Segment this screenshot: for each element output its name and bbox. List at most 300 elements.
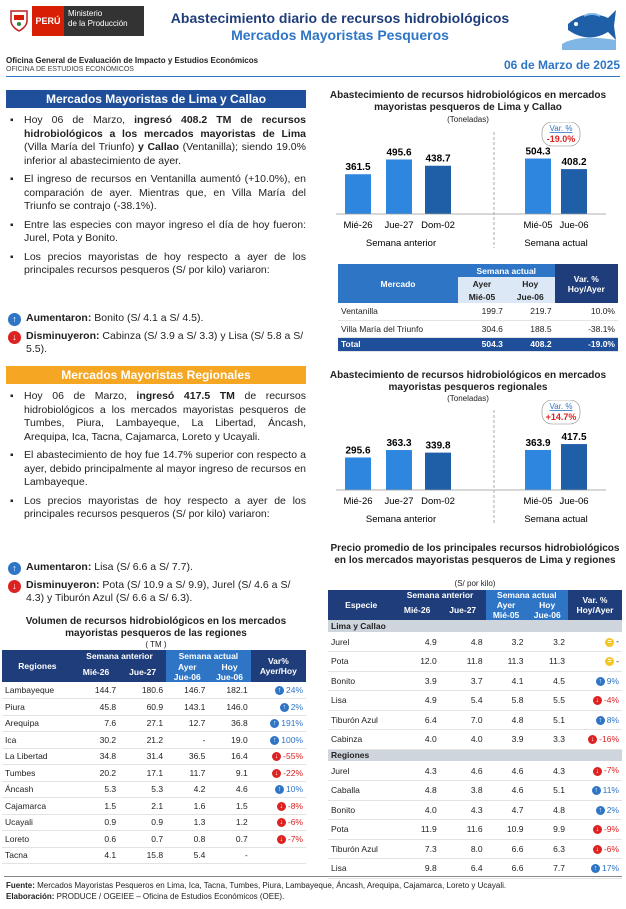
- table-cell: ↓ -6%: [568, 839, 622, 859]
- table-row: [328, 652, 622, 672]
- table-cell: = -: [568, 632, 622, 652]
- table-cell: Jurel: [328, 761, 394, 781]
- arrow-up-icon: ↑: [8, 313, 21, 326]
- table-cell: 9.1: [208, 765, 250, 782]
- table-cell: 1.6: [166, 798, 208, 815]
- table-cell: Tiburón Azul: [328, 710, 394, 730]
- table-cell: 146.0: [208, 699, 250, 716]
- bar-Dom-02: [425, 453, 451, 490]
- table-cell: -: [208, 847, 250, 864]
- table-cell: 11.3: [526, 652, 567, 672]
- page-subtitle: Mercados Mayoristas Pesqueros: [231, 27, 449, 43]
- lima-supply-chart: [316, 122, 620, 262]
- arrow-down-icon: ↓: [277, 818, 286, 827]
- header-divider: [6, 76, 620, 77]
- table-cell: 8.0: [440, 839, 486, 859]
- table-cell: -: [166, 732, 208, 749]
- col-d2: Jue-06: [516, 291, 544, 302]
- table-cell: 0.7: [208, 831, 250, 848]
- table-cell: 180.6: [119, 682, 166, 699]
- table-cell: Tiburón Azul: [328, 839, 394, 859]
- table-cell: ↓ -6%: [251, 814, 306, 831]
- table-cell: ↓ -7%: [568, 761, 622, 781]
- table-cell: Bonito: [328, 800, 394, 820]
- table-cell: Lisa: [328, 859, 394, 879]
- arrow-up-icon: ↑: [270, 719, 279, 728]
- table-cell: ↑ 191%: [251, 715, 306, 732]
- table-cell: 5.4: [440, 691, 486, 711]
- arrow-up-icon: ↑: [596, 716, 605, 725]
- col-d2: Jue-27: [440, 600, 486, 620]
- bar-Mié-05: [525, 159, 551, 214]
- col-mercado: Mercado: [338, 264, 458, 303]
- col-especie: Especie: [328, 590, 394, 620]
- table-cell: 4.3: [526, 761, 567, 781]
- table-cell: 5.8: [486, 691, 527, 711]
- table-cell: Bonito: [328, 671, 394, 691]
- lima-price-changes: ↑ Aumentaron: Bonito (S/ 4.1 a S/ 4.5). ↓ Disminuyeron: Cabinza (S/ 3.9 a S/ 3.3) y Lisa (S/ 5.8 a S/ 5.5).: [8, 312, 306, 361]
- tick-label: Jue-27: [384, 220, 414, 231]
- table-cell: ↑ 100%: [251, 732, 306, 749]
- arrow-down-icon: ↓: [8, 331, 21, 344]
- table-cell: 5.3: [119, 781, 166, 798]
- table-cell: 4.8: [394, 781, 439, 801]
- col-semana-anterior: Semana anterior: [73, 650, 166, 662]
- group-label-anterior: Semana anterior: [365, 238, 437, 249]
- col-d1: Mié-26: [394, 600, 439, 620]
- table-cell: 408.2: [506, 337, 555, 351]
- bar-Mié-05: [525, 450, 551, 490]
- group-row: [328, 749, 622, 761]
- arrow-up-icon: ↑: [8, 562, 21, 575]
- table-cell: Tumbes: [2, 765, 73, 782]
- col-semana-actual: Semana actual: [166, 650, 251, 662]
- table-cell: 199.7: [458, 303, 506, 320]
- table-cell: 30.2: [73, 732, 119, 749]
- table-cell: 9.8: [394, 859, 439, 879]
- table-cell: -38.1%: [555, 320, 618, 337]
- tick-label: Jue-06: [559, 220, 589, 231]
- col-semana-actual: Semana actual: [486, 590, 568, 600]
- table-cell: 5.1: [526, 781, 567, 801]
- table-row: [328, 781, 622, 801]
- table-cell: 7.6: [73, 715, 119, 732]
- regional-volume-table: [2, 650, 306, 864]
- table-cell: ↓ -8%: [251, 798, 306, 815]
- table-cell: Cabinza: [328, 730, 394, 750]
- chart1-unit: (Toneladas): [447, 115, 489, 124]
- table-cell: 143.1: [166, 699, 208, 716]
- peru-label: PERÚ: [32, 6, 64, 36]
- table-cell: 5.3: [73, 781, 119, 798]
- table-row: [2, 732, 306, 749]
- bar-value-label: 363.3: [386, 438, 412, 450]
- chart2-unit: (Toneladas): [447, 394, 489, 403]
- group-label: Regiones: [331, 750, 370, 761]
- col-var: Var. % Hoy/Ayer: [568, 590, 622, 620]
- table-cell: 0.6: [73, 831, 119, 848]
- chart1-title: Abastecimiento de recursos hidrobiológicos en mercados mayoristas pesqueros de Lima y Callao: [329, 90, 607, 113]
- table-cell: 0.9: [73, 814, 119, 831]
- produce-logo: [6, 6, 144, 36]
- table-row: [328, 839, 622, 859]
- group-label: Lima y Callao: [331, 621, 386, 631]
- table-cell: 3.2: [486, 632, 527, 652]
- table-cell: 4.6: [486, 761, 527, 781]
- table-cell: 146.7: [166, 682, 208, 699]
- table-cell: ↑ 17%: [568, 859, 622, 879]
- table-cell: Tacna: [2, 847, 73, 864]
- arrow-up-icon: ↑: [280, 703, 289, 712]
- bar-Dom-02: [425, 166, 451, 214]
- table-cell: 182.1: [208, 682, 250, 699]
- table-row: [328, 730, 622, 750]
- table-cell: 7.3: [394, 839, 439, 859]
- group-label-actual: Semana actual: [524, 514, 588, 525]
- col-ayer: Ayer: [486, 600, 527, 610]
- bar-Jue-06: [561, 444, 587, 490]
- bar-Mié-26: [345, 457, 371, 490]
- group-label-actual: Semana actual: [524, 238, 588, 249]
- equal-icon: =: [605, 657, 614, 666]
- arrow-down-icon: ↓: [588, 735, 597, 744]
- lima-bullet-4: ▪ Los precios mayoristas de hoy respecto a ayer de los principales recursos pesqueros (S/ por kilo) variaron:: [8, 251, 306, 278]
- table-cell: 4.0: [394, 800, 439, 820]
- table-cell: Ventanilla: [338, 303, 458, 320]
- arrow-up-icon: ↑: [596, 806, 605, 815]
- table-cell: 9.9: [526, 820, 567, 840]
- table-cell: 0.7: [119, 831, 166, 848]
- table-row: [2, 682, 306, 699]
- table-cell: 11.7: [166, 765, 208, 782]
- table-cell: 5.1: [526, 710, 567, 730]
- group-row: [328, 620, 622, 632]
- reg-table-unit: ( TM ): [145, 640, 167, 649]
- table-cell: 4.0: [394, 730, 439, 750]
- arrow-up-icon: ↑: [596, 677, 605, 686]
- report-date: 06 de Marzo de 2025: [503, 58, 620, 72]
- bar-value-label: 504.3: [525, 146, 551, 158]
- col-semana-actual: Semana actual: [458, 264, 555, 277]
- table-cell: 20.2: [73, 765, 119, 782]
- col-d1: Mié-05: [468, 291, 496, 302]
- tick-label: Dom-02: [421, 220, 455, 231]
- table-row: [2, 814, 306, 831]
- table-cell: ↓ -4%: [568, 691, 622, 711]
- reg-table-title: Volumen de recursos hidrobiológicos en los mercados mayoristas pesqueros de las regiones: [25, 616, 287, 639]
- var-label: Var. %: [549, 124, 573, 133]
- table-row: [328, 671, 622, 691]
- table-cell: ↑ 9%: [568, 671, 622, 691]
- bar-value-label: 438.7: [425, 153, 451, 165]
- table-cell: 1.5: [73, 798, 119, 815]
- bar-value-label: 339.8: [425, 440, 451, 452]
- col-d4: Jue-06: [526, 610, 567, 620]
- table-row: [2, 847, 306, 864]
- col-d4: Jue-06: [208, 672, 250, 682]
- arrow-up-icon: ↑: [270, 736, 279, 745]
- table-cell: Lisa: [328, 691, 394, 711]
- tick-label: Mié-05: [523, 496, 553, 507]
- chart2-title: Abastecimiento de recursos hidrobiológicos en mercados mayoristas pesqueros regionales: [329, 370, 607, 393]
- table-cell: 34.8: [73, 748, 119, 765]
- price-table-title: Precio promedio de los principales recursos hidrobiológicos en los mercados mayoristas pesqueros de Lima y regiones: [330, 543, 620, 566]
- col-hoy: Hoy: [522, 278, 539, 289]
- table-cell: 0.9: [119, 814, 166, 831]
- oficina-general: Oficina General de Evaluación de Impacto y Estudios Económicos: [6, 56, 259, 65]
- table-cell: ↑ 2%: [251, 699, 306, 716]
- table-cell: ↑ 8%: [568, 710, 622, 730]
- table-cell: 4.6: [486, 781, 527, 801]
- reg-price-changes: ↑ Aumentaron: Lisa (S/ 6.6 a S/ 7.7). ↓ Disminuyeron: Pota (S/ 10.9 a S/ 9.9), Jurel (S/ 4.6 a S/ 4.3) y Tiburón Azul (S/ 6.6 a S/ 6.3).: [8, 561, 306, 610]
- col-ayer: Ayer: [472, 278, 492, 289]
- reg-bullet-1: ▪ Hoy 06 de Marzo, ingresó 417.5 TM de recursos hidrobiológicos a los mercados mayoristas pesqueros de Tumbes, Piura, Lambayeque, La Libertad, Áncash, Arequipa, Ica, Tacna, Cajamarca, Loreto y Ucayali.: [8, 390, 306, 444]
- table-cell: Cajamarca: [2, 798, 73, 815]
- table-cell: 17.1: [119, 765, 166, 782]
- regional-bullets: [8, 390, 306, 527]
- table-row: [2, 715, 306, 732]
- ministerio-label: Ministerio de la Producción: [64, 6, 144, 36]
- table-cell: 36.8: [208, 715, 250, 732]
- lima-market-table: [338, 264, 618, 352]
- arrow-down-icon: ↓: [593, 767, 602, 776]
- table-cell: 6.4: [440, 859, 486, 879]
- footer-elaboracion: Elaboración: PRODUCE / OGEIEE – Oficina de Estudios Económicos (OEE).: [6, 892, 285, 901]
- table-cell: Arequipa: [2, 715, 73, 732]
- table-row: [328, 800, 622, 820]
- arrow-down-icon: ↓: [593, 696, 602, 705]
- table-row: [2, 781, 306, 798]
- table-cell: 4.1: [73, 847, 119, 864]
- lima-section-title: Mercados Mayoristas de Lima y Callao: [6, 90, 306, 108]
- table-cell: = -: [568, 652, 622, 672]
- table-cell: 31.4: [119, 748, 166, 765]
- table-cell: Villa María del Triunfo: [338, 320, 458, 337]
- table-cell: 3.8: [440, 781, 486, 801]
- bar-Mié-26: [345, 174, 371, 214]
- bar-Jue-06: [561, 169, 587, 214]
- table-cell: Caballa: [328, 781, 394, 801]
- arrow-up-icon: ↑: [591, 864, 600, 873]
- table-cell: 3.9: [486, 730, 527, 750]
- bar-value-label: 363.9: [525, 437, 551, 449]
- table-cell: Ucayali: [2, 814, 73, 831]
- arrow-up-icon: ↑: [275, 785, 284, 794]
- table-row: [2, 831, 306, 848]
- table-cell: 6.6: [486, 859, 527, 879]
- table-cell: ↑ 11%: [568, 781, 622, 801]
- arrow-down-icon: ↓: [272, 769, 281, 778]
- table-cell: Jurel: [328, 632, 394, 652]
- table-cell: 1.2: [208, 814, 250, 831]
- arrow-down-icon: ↓: [277, 802, 286, 811]
- table-cell: 219.7: [506, 303, 555, 320]
- col-var: Var% Ayer/Hoy: [251, 650, 306, 682]
- reg-bullet-3: ▪ Los precios mayoristas de hoy respecto a ayer de los principales recursos pesqueros (S/ por kilo) variaron:: [8, 495, 306, 522]
- table-cell: 144.7: [73, 682, 119, 699]
- table-cell: 19.0: [208, 732, 250, 749]
- table-cell: La Libertad: [2, 748, 73, 765]
- table-cell: 5.5: [526, 691, 567, 711]
- var-label: Var. %: [549, 402, 573, 411]
- table-cell: ↓ -7%: [251, 831, 306, 848]
- table-cell: ↓ -22%: [251, 765, 306, 782]
- table-cell: Pota: [328, 652, 394, 672]
- shield-icon: [6, 6, 32, 36]
- table-cell: 6.4: [394, 710, 439, 730]
- table-cell: 36.5: [166, 748, 208, 765]
- footer-divider: [4, 876, 622, 877]
- table-cell: ↑ 24%: [251, 682, 306, 699]
- table-cell: ↓ -55%: [251, 748, 306, 765]
- regional-section-title: Mercados Mayoristas Regionales: [6, 366, 306, 384]
- table-row: [338, 337, 618, 351]
- table-cell: 21.2: [119, 732, 166, 749]
- table-cell: 4.8: [526, 800, 567, 820]
- equal-icon: =: [605, 638, 614, 647]
- bar-value-label: 295.6: [345, 445, 371, 457]
- oficina-estudios: OFICINA DE ESTUDIOS ECONÓMICOS: [6, 66, 134, 73]
- bar-Jue-27: [386, 450, 412, 490]
- table-cell: 0.8: [166, 831, 208, 848]
- table-cell: 7.0: [440, 710, 486, 730]
- table-cell: 3.2: [526, 632, 567, 652]
- table-cell: ↓ -9%: [568, 820, 622, 840]
- col-ayer: Ayer: [166, 662, 208, 672]
- table-cell: 504.3: [458, 337, 506, 351]
- lima-bullet-1: ▪ Hoy 06 de Marzo, ingresó 408.2 TM de recursos hidrobiológicos a los mercados mayoristas de Lima (Villa María del Triunfo) y Callao (Ventanilla); siendo 19.0% inferior al abastecimiento de ayer.: [8, 114, 306, 168]
- table-cell: 16.4: [208, 748, 250, 765]
- fish-logo-icon: [558, 4, 620, 52]
- table-cell: 5.4: [166, 847, 208, 864]
- table-cell: 11.9: [394, 820, 439, 840]
- table-cell: -19.0%: [555, 337, 618, 351]
- price-table-unit: (S/ por kilo): [454, 579, 496, 588]
- table-cell: Total: [338, 337, 458, 351]
- table-cell: 4.7: [486, 800, 527, 820]
- table-row: [328, 710, 622, 730]
- table-row: [328, 691, 622, 711]
- table-cell: ↑ 2%: [568, 800, 622, 820]
- arrow-down-icon: ↓: [272, 752, 281, 761]
- table-cell: 4.1: [486, 671, 527, 691]
- col-semana-anterior: Semana anterior: [394, 590, 485, 600]
- table-cell: 2.1: [119, 798, 166, 815]
- col-hoy: Hoy: [526, 600, 567, 610]
- table-cell: 15.8: [119, 847, 166, 864]
- table-cell: 11.3: [486, 652, 527, 672]
- table-cell: Piura: [2, 699, 73, 716]
- regional-supply-chart: [316, 400, 620, 534]
- arrow-down-icon: ↓: [593, 825, 602, 834]
- table-row: [2, 699, 306, 716]
- table-cell: 3.3: [526, 730, 567, 750]
- lima-bullets: [8, 114, 306, 283]
- bar-value-label: 408.2: [561, 157, 587, 169]
- table-cell: Lambayeque: [2, 682, 73, 699]
- table-cell: Pota: [328, 820, 394, 840]
- table-row: [2, 765, 306, 782]
- bar-value-label: 361.5: [345, 162, 371, 174]
- table-cell: 12.7: [166, 715, 208, 732]
- table-row: [2, 748, 306, 765]
- table-cell: 45.8: [73, 699, 119, 716]
- tick-label: Jue-27: [384, 496, 414, 507]
- table-cell: 3.7: [440, 671, 486, 691]
- reg-bullet-2: ▪ El abastecimiento de hoy fue 14.7% superior con respecto a ayer, debido principalmente al mayor ingreso de recursos en Lambayeque.: [8, 449, 306, 490]
- col-regiones: Regiones: [2, 650, 73, 682]
- bar-Jue-27: [386, 159, 412, 214]
- table-cell: 1.3: [166, 814, 208, 831]
- bar-value-label: 417.5: [561, 432, 587, 444]
- tick-label: Mié-26: [343, 220, 373, 231]
- table-cell: 6.3: [526, 839, 567, 859]
- table-cell: ↓ -16%: [568, 730, 622, 750]
- table-cell: 4.6: [440, 761, 486, 781]
- table-cell: 304.6: [458, 320, 506, 337]
- table-cell: 1.5: [208, 798, 250, 815]
- table-cell: 6.6: [486, 839, 527, 859]
- lima-bullet-2: ▪ El ingreso de recursos en Ventanilla aumentó (+10.0%), en comparación de ayer. Mientras que, en Villa María del Triunfo se contrajo (-38.1%).: [8, 173, 306, 214]
- arrow-down-icon: ↓: [593, 845, 602, 854]
- table-cell: 4.0: [440, 730, 486, 750]
- arrow-down-icon: ↓: [8, 580, 21, 593]
- var-value: +14.7%: [545, 412, 577, 422]
- lima-bullet-3: ▪ Entre las especies con mayor ingreso el día de hoy fueron: Jurel, Pota y Bonito.: [8, 219, 306, 246]
- table-cell: Áncash: [2, 781, 73, 798]
- price-table: [328, 590, 622, 879]
- col-d2: Jue-27: [119, 662, 166, 682]
- table-cell: Loreto: [2, 831, 73, 848]
- table-cell: 4.9: [394, 691, 439, 711]
- table-cell: 4.2: [166, 781, 208, 798]
- arrow-up-icon: ↑: [592, 786, 601, 795]
- table-cell: Ica: [2, 732, 73, 749]
- col-d3: Mié-05: [486, 610, 527, 620]
- table-cell: 4.3: [394, 761, 439, 781]
- table-cell: 60.9: [119, 699, 166, 716]
- table-row: [328, 632, 622, 652]
- table-cell: 4.6: [208, 781, 250, 798]
- table-cell: 11.8: [440, 652, 486, 672]
- col-d1: Mié-26: [73, 662, 119, 682]
- bar-value-label: 495.6: [386, 147, 412, 159]
- arrow-down-icon: ↓: [277, 835, 286, 844]
- footer-fuente: Fuente: Mercados Mayoristas Pesqueros en Lima, Ica, Tacna, Tumbes, Piura, Lambayeque, Áncash, Arequipa, Cajamarca, Loreto y Ucayali.: [6, 881, 507, 890]
- var-value: -19.0%: [546, 134, 576, 144]
- table-cell: 10.9: [486, 820, 527, 840]
- tick-label: Jue-06: [559, 496, 589, 507]
- table-cell: 10.0%: [555, 303, 618, 320]
- table-cell: [251, 847, 306, 864]
- tick-label: Mié-05: [523, 220, 553, 231]
- table-cell: 12.0: [394, 652, 439, 672]
- footer: [6, 880, 506, 902]
- table-cell: 11.6: [440, 820, 486, 840]
- table-cell: 3.9: [394, 671, 439, 691]
- table-row: [2, 798, 306, 815]
- table-cell: ↑ 10%: [251, 781, 306, 798]
- table-cell: 4.9: [394, 632, 439, 652]
- table-cell: 4.3: [440, 800, 486, 820]
- col-hoy: Hoy: [208, 662, 250, 672]
- table-cell: 7.7: [526, 859, 567, 879]
- col-d3: Jue-06: [166, 672, 208, 682]
- tick-label: Mié-26: [343, 496, 373, 507]
- group-label-anterior: Semana anterior: [365, 514, 437, 525]
- col-var: Var. % Hoy/Ayer: [555, 264, 618, 303]
- table-row: [328, 761, 622, 781]
